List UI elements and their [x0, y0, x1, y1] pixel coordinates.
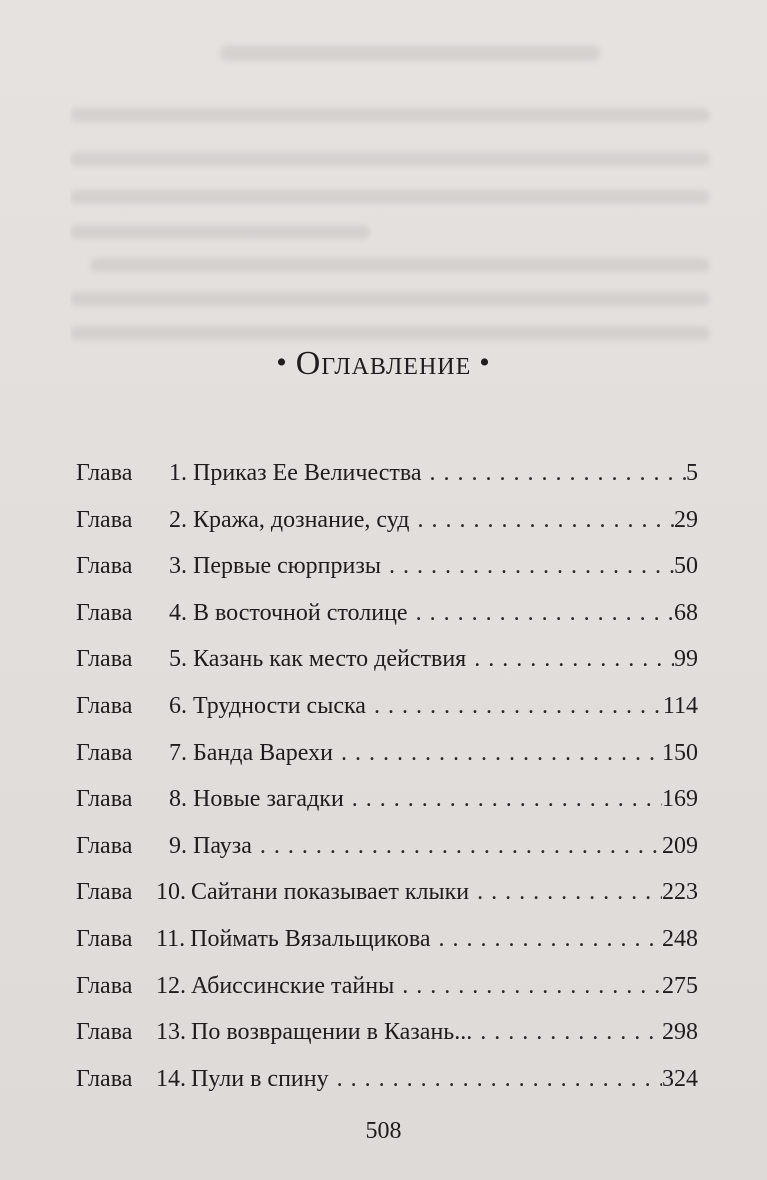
chapter-page-number: 169	[662, 786, 698, 813]
chapter-label: Глава	[76, 506, 133, 533]
chapter-number: 4.	[169, 599, 187, 626]
chapter-label: Глава	[76, 1019, 133, 1046]
toc-entry	[76, 640, 698, 687]
chapter-number: 12.	[156, 972, 186, 999]
chapter-label: Глава	[76, 972, 133, 999]
toc-entry	[76, 920, 698, 967]
chapter-page-number: 68	[674, 599, 698, 626]
chapter-page-number: 29	[674, 506, 698, 533]
dot-leader	[466, 640, 674, 678]
dot-leader	[329, 1060, 662, 1098]
chapter-label: Глава	[76, 599, 133, 626]
chapter-title: Поймать Вязальщикова	[190, 925, 431, 952]
toc-entry	[76, 1013, 698, 1060]
chapter-number: 9.	[169, 832, 187, 859]
chapter-page-number: 99	[674, 646, 698, 673]
chapter-label: Глава	[76, 739, 133, 766]
chapter-number: 14.	[156, 1065, 186, 1092]
toc-entry	[76, 734, 698, 781]
chapter-page-number: 50	[674, 553, 698, 580]
toc-entry	[76, 827, 698, 874]
show-through-text	[70, 0, 750, 360]
chapter-title: Сайтани показывает клыки	[191, 879, 470, 906]
chapter-title: По возвращении в Казань...	[191, 1019, 473, 1046]
dot-leader	[333, 734, 662, 772]
chapter-title: Пули в спину	[191, 1065, 329, 1092]
chapter-label: Глава	[76, 1065, 133, 1092]
toc-entry	[76, 454, 698, 501]
chapter-label: Глава	[76, 786, 133, 813]
chapter-title: Приказ Ее Величества	[193, 460, 422, 486]
chapter-title: Первые сюрпризы	[193, 553, 381, 580]
chapter-page-number: 223	[662, 879, 698, 906]
chapter-number: 3.	[169, 553, 187, 580]
dot-leader	[469, 873, 662, 911]
heading-bullet-right: •	[479, 346, 491, 379]
toc-entry	[76, 501, 698, 548]
chapter-label: Глава	[76, 692, 133, 719]
table-of-contents	[76, 454, 698, 1106]
chapter-title: Абиссинские тайны	[191, 972, 395, 999]
chapter-page-number: 209	[662, 832, 698, 859]
chapter-number: 11.	[156, 925, 186, 952]
table-of-contents-heading	[0, 345, 767, 383]
dot-leader	[394, 967, 662, 1005]
toc-entry	[76, 687, 698, 734]
chapter-page-number: 5	[686, 460, 698, 486]
chapter-number: 8.	[169, 786, 187, 813]
dot-leader	[366, 687, 663, 725]
toc-entry	[76, 547, 698, 594]
chapter-title: Казань как место действия	[193, 646, 467, 673]
chapter-number: 2.	[169, 506, 187, 533]
dot-leader	[408, 594, 674, 632]
toc-entry	[76, 1060, 698, 1107]
chapter-number: 13.	[156, 1019, 186, 1046]
dot-leader	[409, 501, 674, 539]
chapter-page-number: 150	[662, 739, 698, 766]
chapter-label: Глава	[76, 553, 133, 580]
chapter-title: Трудности сыска	[193, 692, 366, 719]
chapter-title: Кража, дознание, суд	[193, 506, 410, 533]
chapter-number: 7.	[169, 739, 187, 766]
dot-leader	[422, 454, 686, 492]
dot-leader	[472, 1013, 662, 1051]
dot-leader	[381, 547, 674, 585]
chapter-label: Глава	[76, 646, 133, 673]
dot-leader	[431, 920, 662, 958]
chapter-number: 10.	[156, 879, 186, 906]
heading-text: Оглавление	[295, 345, 472, 382]
chapter-label: Глава	[76, 879, 133, 906]
chapter-number: 1.	[169, 460, 187, 486]
toc-entry	[76, 967, 698, 1014]
toc-entry	[76, 873, 698, 920]
chapter-title: Банда Варехи	[193, 739, 333, 766]
chapter-label: Глава	[76, 460, 133, 486]
chapter-page-number: 298	[662, 1019, 698, 1046]
dot-leader	[252, 827, 662, 865]
chapter-title: Пауза	[193, 832, 252, 859]
chapter-page-number: 324	[662, 1065, 698, 1092]
chapter-title: В восточной столице	[193, 599, 408, 626]
chapter-label: Глава	[76, 925, 133, 952]
toc-entry	[76, 780, 698, 827]
chapter-page-number: 248	[662, 925, 698, 952]
chapter-label: Глава	[76, 832, 133, 859]
page-number: 508	[365, 1118, 402, 1144]
heading-bullet-left: •	[276, 346, 288, 379]
dot-leader	[344, 780, 662, 818]
chapter-page-number: 275	[662, 972, 698, 999]
chapter-title: Новые загадки	[193, 786, 344, 813]
toc-entry	[76, 594, 698, 641]
chapter-page-number: 114	[662, 692, 698, 719]
chapter-number: 6.	[169, 692, 187, 719]
chapter-number: 5.	[169, 646, 187, 673]
